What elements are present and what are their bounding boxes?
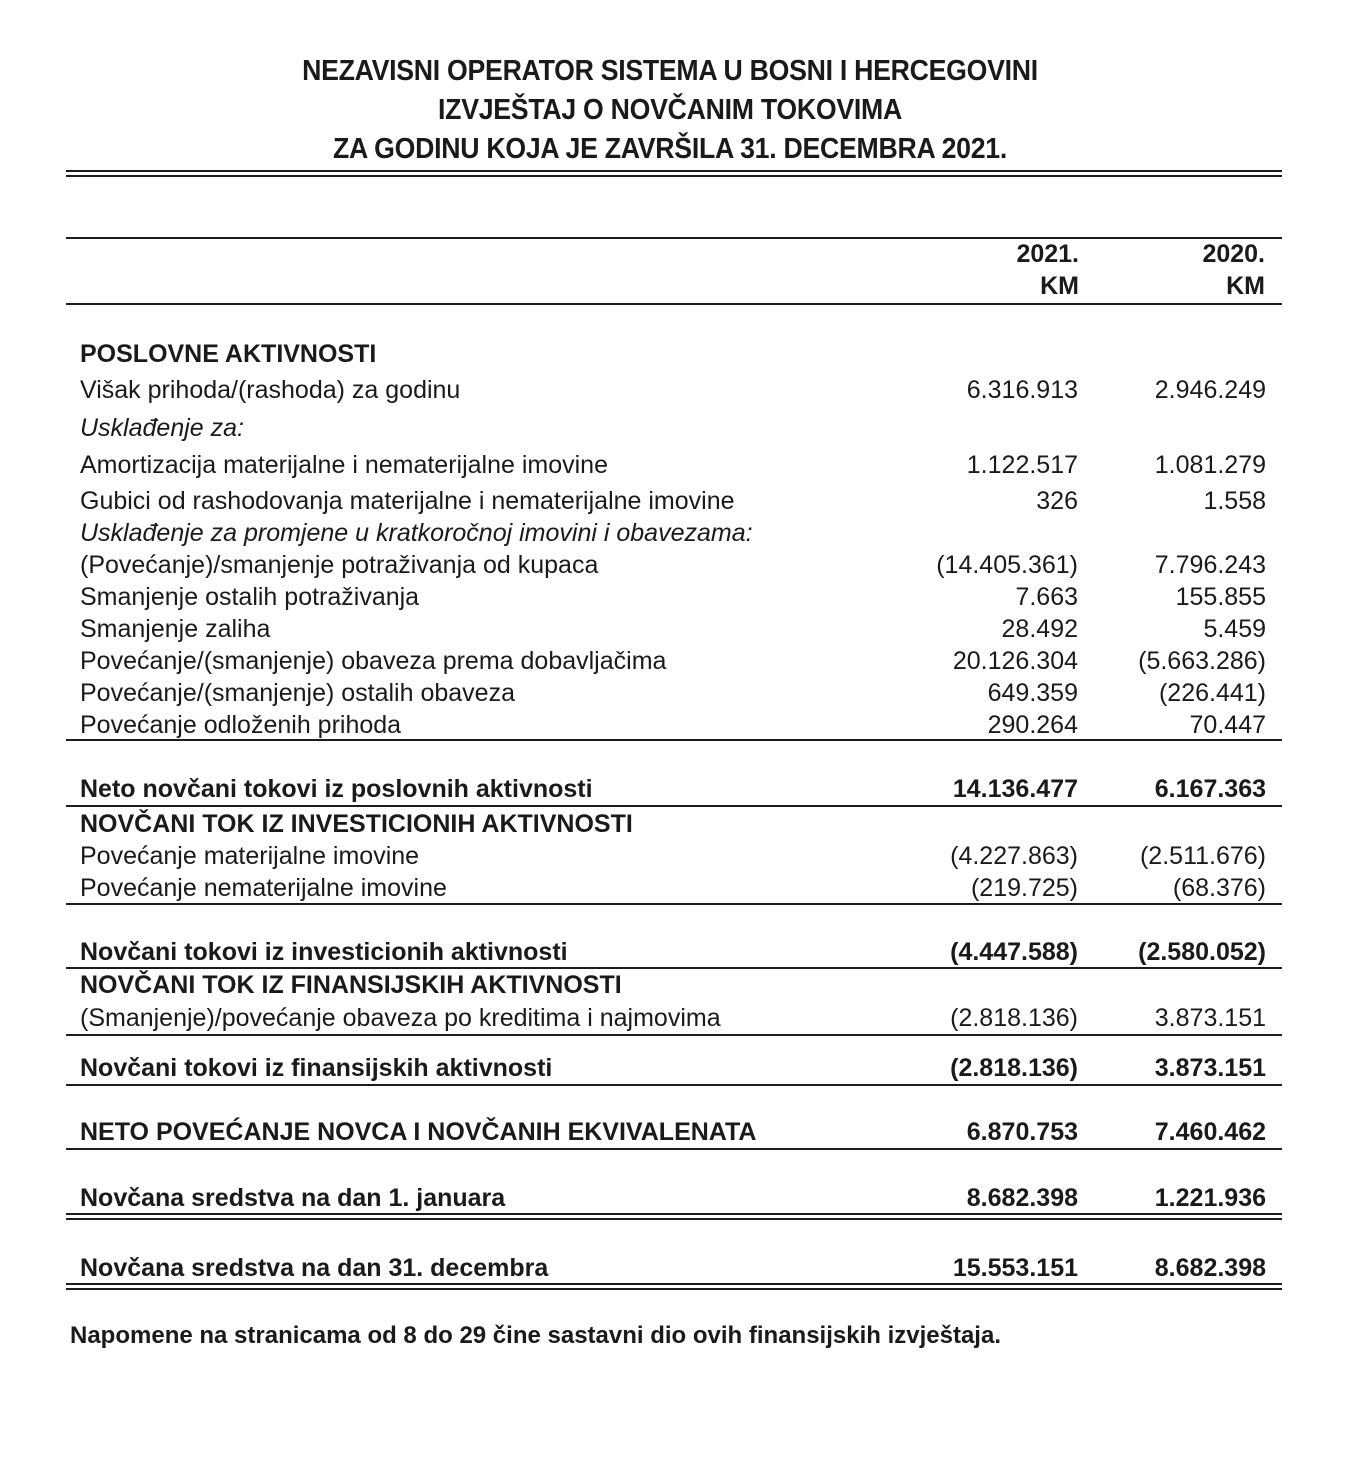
col-2020-year: 2020.: [1202, 240, 1265, 268]
table-row: [80, 709, 1268, 741]
section-heading-label: POSLOVNE AKTIVNOSTI: [80, 340, 377, 368]
table-row: [80, 581, 1268, 613]
total-rule: [66, 1148, 1282, 1150]
value-2020: (68.376): [1172, 874, 1266, 902]
table-row: [80, 840, 1268, 872]
table-row: [80, 517, 1268, 549]
value-2020: 3.873.151: [1154, 1004, 1266, 1032]
row-label: NETO POVEĆANJE NOVCA I NOVČANIH EKVIVALENATA: [80, 1118, 757, 1146]
value-2021: 1.122.517: [966, 451, 1078, 479]
total-rule: [66, 805, 1282, 807]
section-heading-investing: [80, 808, 1268, 840]
value-2021: 649.359: [987, 679, 1078, 707]
row-label: Novčana sredstva na dan 31. decembra: [80, 1254, 549, 1282]
col-2021-header: [959, 238, 1079, 302]
value-2020: 70.447: [1189, 711, 1266, 739]
value-2020: 1.558: [1203, 487, 1266, 515]
row-label: Povećanje materijalne imovine: [80, 842, 420, 870]
value-2021: (2.818.136): [950, 1004, 1078, 1032]
value-2020: 155.855: [1175, 583, 1266, 611]
value-2021: 6.870.753: [966, 1118, 1078, 1146]
row-label: Povećanje/(smanjenje) ostalih obaveza: [80, 679, 515, 707]
value-2021: 7.663: [1015, 583, 1078, 611]
title-period: ZA GODINU KOJA JE ZAVRŠILA 31. DECEMBRA 2021.: [333, 133, 1007, 165]
double-rule: [66, 1283, 1282, 1290]
value-2020: (5.663.286): [1138, 647, 1266, 675]
col-2021-year: 2021.: [1016, 240, 1079, 268]
row-label: Amortizacija materijalne i nematerijalne imovine: [80, 451, 608, 479]
value-2021: 8.682.398: [966, 1184, 1078, 1212]
opening-balance-row: [80, 1182, 1268, 1214]
header-bottom-rule: [66, 303, 1282, 305]
row-label: Usklađenje za:: [80, 414, 244, 442]
table-row: [80, 613, 1268, 645]
value-2020: 1.221.936: [1154, 1184, 1266, 1212]
net-increase-row: [80, 1116, 1268, 1148]
row-label: Povećanje odloženih prihoda: [80, 711, 402, 739]
total-rule: [66, 1084, 1282, 1086]
row-label: Novčani tokovi iz investicionih aktivnosti: [80, 938, 568, 966]
value-2021: 15.553.151: [952, 1254, 1078, 1282]
total-row-investing: [80, 936, 1268, 968]
value-2020: 3.873.151: [1154, 1054, 1266, 1082]
value-2021: 20.126.304: [952, 647, 1078, 675]
section-heading-operating: [80, 338, 1268, 370]
row-label: (Povećanje)/smanjenje potraživanja od kupaca: [80, 551, 599, 579]
value-2021: 326: [1036, 487, 1078, 515]
title-report: IZVJEŠTAJ O NOVČANIM TOKOVIMA: [438, 94, 902, 126]
table-row: [80, 412, 1268, 444]
table-row: [80, 485, 1268, 517]
value-2020: (2.511.676): [1139, 842, 1266, 870]
total-row-operating: [80, 773, 1268, 805]
value-2020: (2.580.052): [1138, 938, 1266, 966]
table-row: [80, 872, 1268, 904]
row-label: Smanjenje zaliha: [80, 615, 271, 643]
value-2021: (4.447.588): [950, 938, 1078, 966]
table-row: [80, 549, 1268, 581]
table-row: [80, 374, 1268, 406]
value-2021: (2.818.136): [950, 1054, 1078, 1082]
section-heading-financing: [80, 969, 1268, 1001]
row-label: Neto novčani tokovi iz poslovnih aktivnosti: [80, 775, 593, 803]
header-top-rule: [66, 237, 1282, 239]
value-2020: 8.682.398: [1154, 1254, 1266, 1282]
value-2021: 290.264: [987, 711, 1078, 739]
value-2021: 14.136.477: [952, 775, 1078, 803]
value-2020: 1.081.279: [1154, 451, 1266, 479]
title-org: NEZAVISNI OPERATOR SISTEMA U BOSNI I HERCEGOVINI: [302, 55, 1038, 87]
value-2020: 2.946.249: [1154, 376, 1266, 404]
row-label: Novčani tokovi iz finansijskih aktivnosti: [80, 1054, 553, 1082]
value-2020: (226.441): [1158, 679, 1266, 707]
value-2021: 6.316.913: [966, 376, 1078, 404]
table-row: [80, 645, 1268, 677]
col-2020-unit: KM: [1226, 272, 1265, 300]
row-label: Smanjenje ostalih potraživanja: [80, 583, 420, 611]
col-2021-unit: KM: [1040, 272, 1079, 300]
subtotal-rule: [66, 739, 1282, 741]
total-row-financing: [80, 1052, 1268, 1084]
value-2020: 6.167.363: [1154, 775, 1266, 803]
value-2021: (219.725): [970, 874, 1078, 902]
value-2021: (4.227.863): [950, 842, 1078, 870]
table-row: [80, 677, 1268, 709]
row-label: (Smanjenje)/povećanje obaveza po kreditima i najmovima: [80, 1004, 721, 1032]
section-heading-label: NOVČANI TOK IZ FINANSIJSKIH AKTIVNOSTI: [80, 971, 622, 999]
col-2020-header: [1145, 238, 1265, 302]
row-label: Povećanje nematerijalne imovine: [80, 874, 447, 902]
row-label: Povećanje/(smanjenje) obaveza prema dobavljačima: [80, 647, 667, 675]
footnote: Napomene na stranicama od 8 do 29 čine sastavni dio ovih finansijskih izvještaja.: [70, 1322, 1001, 1349]
row-label: Usklađenje za promjene u kratkoročnoj imovini i obavezama:: [80, 519, 753, 547]
row-label: Novčana sredstva na dan 1. januara: [80, 1184, 506, 1212]
value-2020: 7.460.462: [1154, 1118, 1266, 1146]
value-2020: 7.796.243: [1154, 551, 1266, 579]
document-title: [109, 52, 1231, 169]
value-2021: 28.492: [1001, 615, 1078, 643]
title-divider: [66, 170, 1282, 177]
value-2020: 5.459: [1203, 615, 1266, 643]
table-row: [80, 1002, 1268, 1034]
section-heading-label: NOVČANI TOK IZ INVESTICIONIH AKTIVNOSTI: [80, 810, 633, 838]
subtotal-rule: [66, 903, 1282, 905]
row-label: Višak prihoda/(rashoda) za godinu: [80, 376, 461, 404]
value-2021: (14.405.361): [936, 551, 1078, 579]
double-rule: [66, 1213, 1282, 1220]
closing-balance-row: [80, 1252, 1268, 1284]
row-label: Gubici od rashodovanja materijalne i nematerijalne imovine: [80, 487, 735, 515]
table-row: [80, 449, 1268, 481]
subtotal-rule: [66, 1034, 1282, 1036]
